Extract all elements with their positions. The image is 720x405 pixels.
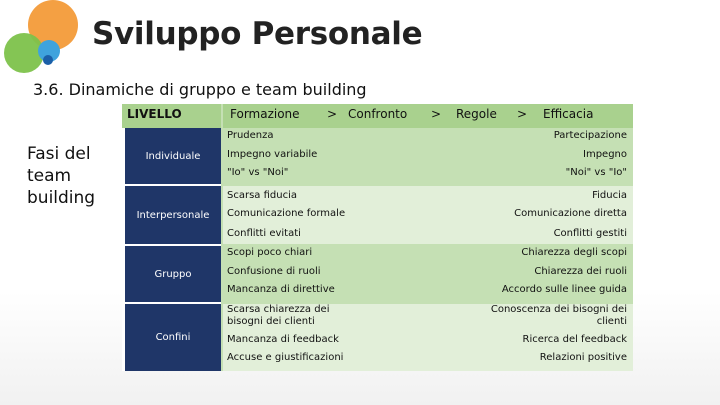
- cell-formazione: Impegno variabile: [227, 149, 318, 160]
- phase-efficacia: Efficacia: [543, 107, 594, 121]
- logo-dark-blue-circle: [43, 55, 53, 65]
- level-cell-individuale: Individuale: [125, 128, 221, 184]
- cell-formazione: Confusione di ruoli: [227, 266, 321, 277]
- group-gruppo: [223, 246, 633, 302]
- side-text-line: team: [27, 166, 72, 186]
- cell-formazione: Scarsa chiarezza dei bisogni dei clienti: [227, 304, 330, 327]
- side-text-line: Fasi del: [27, 144, 91, 164]
- cell-formazione: Scopi poco chiari: [227, 247, 313, 258]
- logo-circles-graphic: [0, 0, 90, 80]
- phase-regole: Regole: [456, 107, 497, 121]
- phase-arrow: >: [431, 107, 442, 121]
- cell-formazione: Prudenza: [227, 130, 274, 141]
- cell-efficacia: Conoscenza dei bisogni dei clienti: [490, 304, 627, 327]
- level-cell-gruppo: Gruppo: [125, 246, 221, 302]
- slide-subtitle: 3.6. Dinamiche di gruppo e team building: [33, 80, 367, 99]
- cell-efficacia: Partecipazione: [553, 130, 627, 141]
- level-cell-confini: Confini: [125, 304, 221, 371]
- group-individuale: [223, 128, 633, 184]
- cell-formazione: Mancanza di direttive: [227, 284, 335, 295]
- cell-efficacia: Relazioni positive: [539, 352, 627, 363]
- slide-title: Sviluppo Personale: [92, 16, 423, 52]
- cell-efficacia: Ricerca del feedback: [522, 334, 627, 345]
- cell-formazione: Conflitti evitati: [227, 228, 301, 239]
- cell-efficacia: Accordo sulle linee guida: [501, 284, 627, 295]
- logo-green-circle: [4, 33, 44, 73]
- cell-formazione: Scarsa fiducia: [227, 190, 297, 201]
- cell-efficacia: Fiducia: [592, 190, 627, 201]
- cell-formazione: Mancanza di feedback: [227, 334, 339, 345]
- cell-formazione: Accuse e giustificazioni: [227, 352, 344, 363]
- phase-arrow: >: [327, 107, 338, 121]
- phase-arrow: >: [517, 107, 528, 121]
- cell-efficacia: Comunicazione diretta: [514, 208, 627, 219]
- phase-confronto: Confronto: [348, 107, 408, 121]
- group-confini: [223, 304, 633, 371]
- side-text-line: building: [27, 188, 96, 208]
- header-phases: [223, 104, 633, 128]
- level-column: [122, 128, 221, 371]
- logo: [0, 0, 90, 80]
- phase-formazione: Formazione: [230, 107, 300, 121]
- table-header: [122, 104, 633, 128]
- group-interpersonale: [223, 186, 633, 244]
- cell-formazione: "Io" vs "Noi": [227, 167, 289, 178]
- cell-efficacia: Chiarezza dei ruoli: [534, 266, 627, 277]
- cell-efficacia: Impegno: [583, 149, 627, 160]
- cell-efficacia: Chiarezza degli scopi: [521, 247, 627, 258]
- level-cell-interpersonale: Interpersonale: [125, 186, 221, 244]
- cell-efficacia: Conflitti gestiti: [553, 228, 627, 239]
- header-level: LIVELLO: [122, 104, 221, 128]
- cell-formazione: Comunicazione formale: [227, 208, 346, 219]
- cell-efficacia: "Noi" vs "Io": [565, 167, 627, 178]
- side-text: [27, 143, 107, 209]
- team-phases-table: [122, 104, 633, 371]
